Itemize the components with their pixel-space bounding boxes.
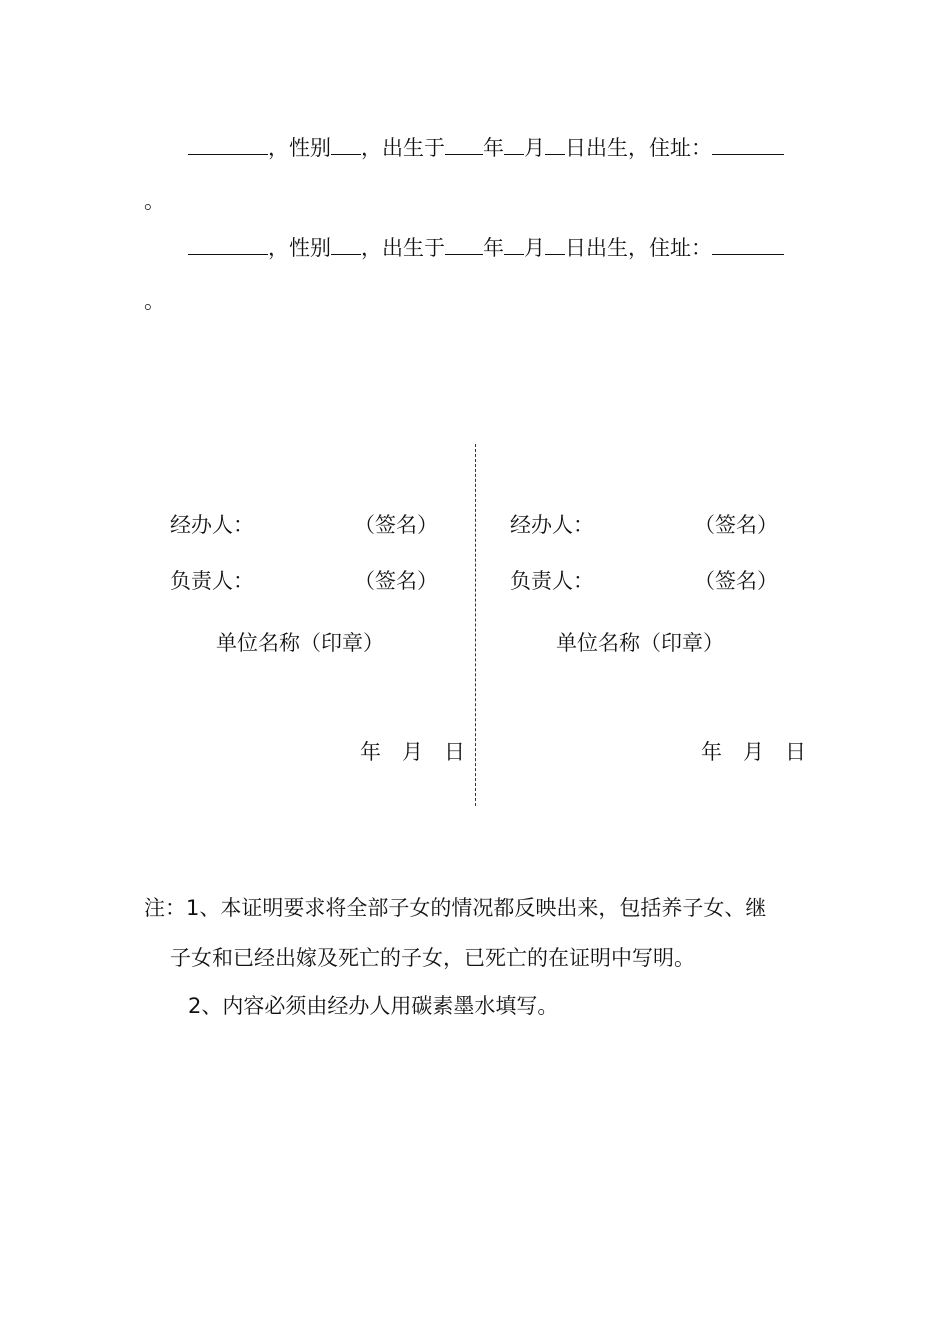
name-blank[interactable] bbox=[188, 132, 268, 155]
day-blank[interactable] bbox=[545, 232, 565, 255]
gender-blank[interactable] bbox=[331, 132, 361, 155]
left-handler-sign: （签名） bbox=[354, 513, 438, 537]
gender-label: 性别 bbox=[289, 236, 331, 260]
year-blank[interactable] bbox=[445, 132, 483, 155]
day-label: 日出生 bbox=[565, 136, 628, 160]
day-label: 日出生 bbox=[565, 236, 628, 260]
name-blank[interactable] bbox=[188, 232, 268, 255]
year-label: 年 bbox=[483, 236, 504, 260]
address-blank[interactable] bbox=[712, 132, 784, 155]
left-handler-label: 经办人： bbox=[170, 513, 254, 537]
left-unit-seal: 单位名称（印章） bbox=[216, 631, 384, 655]
right-date: 年 月 日 bbox=[701, 740, 806, 764]
note-line-2: 子女和已经出嫁及死亡的子女，已死亡的在证明中写明。 bbox=[170, 946, 695, 970]
address-blank[interactable] bbox=[712, 232, 784, 255]
right-leader-sign: （签名） bbox=[694, 569, 778, 593]
year-blank[interactable] bbox=[445, 232, 483, 255]
comma: ， bbox=[628, 136, 649, 160]
comma: ， bbox=[361, 136, 382, 160]
address-label: 住址： bbox=[649, 236, 712, 260]
person-line-1 bbox=[188, 132, 784, 163]
address-label: 住址： bbox=[649, 136, 712, 160]
month-blank[interactable] bbox=[504, 232, 524, 255]
right-unit-seal: 单位名称（印章） bbox=[556, 631, 724, 655]
gender-label: 性别 bbox=[289, 136, 331, 160]
period-1: 。 bbox=[144, 189, 165, 213]
comma: ， bbox=[361, 236, 382, 260]
birth-label: 出生于 bbox=[382, 136, 445, 160]
comma: ， bbox=[268, 236, 289, 260]
left-leader-sign: （签名） bbox=[354, 569, 438, 593]
birth-label: 出生于 bbox=[382, 236, 445, 260]
left-date: 年 月 日 bbox=[360, 740, 465, 764]
month-label: 月 bbox=[524, 136, 545, 160]
comma: ， bbox=[628, 236, 649, 260]
note-line-1: 注：1、本证明要求将全部子女的情况都反映出来，包括养子女、继 bbox=[144, 896, 767, 920]
period-2: 。 bbox=[144, 289, 165, 313]
left-leader-label: 负责人： bbox=[170, 569, 254, 593]
gender-blank[interactable] bbox=[331, 232, 361, 255]
right-handler-sign: （签名） bbox=[694, 513, 778, 537]
note-line-3: 2、内容必须由经办人用碳素墨水填写。 bbox=[188, 994, 559, 1018]
day-blank[interactable] bbox=[545, 132, 565, 155]
month-blank[interactable] bbox=[504, 132, 524, 155]
month-label: 月 bbox=[524, 236, 545, 260]
right-handler-label: 经办人： bbox=[510, 513, 594, 537]
dashed-divider bbox=[475, 444, 476, 806]
person-line-2 bbox=[188, 232, 784, 263]
comma: ， bbox=[268, 136, 289, 160]
right-leader-label: 负责人： bbox=[510, 569, 594, 593]
year-label: 年 bbox=[483, 136, 504, 160]
